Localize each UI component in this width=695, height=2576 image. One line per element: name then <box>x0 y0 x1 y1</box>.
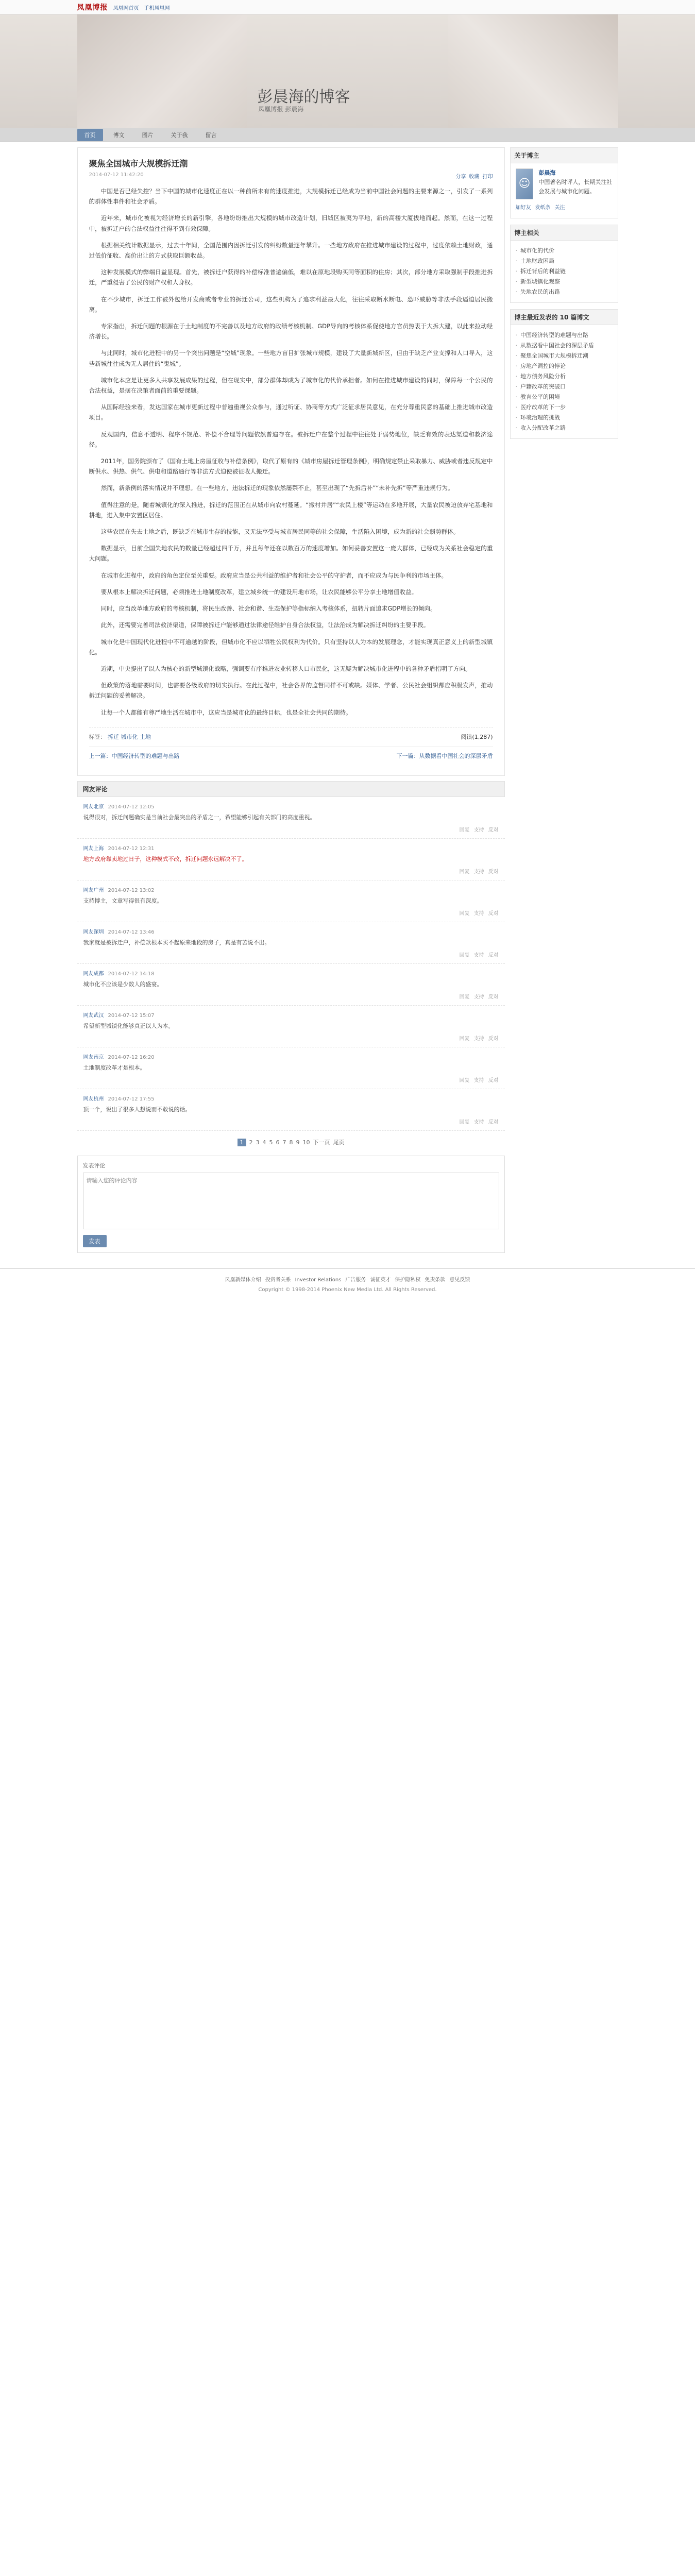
reply-button[interactable]: 回复 <box>459 952 470 958</box>
footer-link[interactable]: 投资者关系 <box>265 1277 291 1283</box>
recent-post-item[interactable]: · 教育公平的困境 <box>516 392 613 402</box>
footer-copyright: Copyright © 1998-2014 Phoenix New Media Ltd. All Rights Reserved. <box>258 1286 437 1293</box>
comment-actions <box>83 867 499 875</box>
pagination-item[interactable]: 2 <box>249 1139 253 1146</box>
article-paragraph: 中国是否已经失控？当下中国的城市化速度正在以一种前所未有的速度推进，大规模拆迁已经成为当前中国社会问题的主要来源之一，引发了一系列的群体性事件和社会矛盾。 <box>89 188 493 206</box>
comment-user[interactable]: 网友北京 <box>83 804 104 810</box>
comment-actions <box>83 951 499 958</box>
author-avatar[interactable]: ☺ <box>516 168 534 199</box>
header-decoration-right <box>448 14 618 128</box>
article-paragraph: 在城市化进程中，政府的角色定位至关重要。政府应当是公共利益的维护者和社会公平的守护者，而不应成为与民争利的市场主体。 <box>100 571 448 579</box>
support-button[interactable]: 支持 <box>473 1036 484 1042</box>
comment-header <box>83 802 499 810</box>
support-button[interactable]: 支持 <box>473 1119 484 1125</box>
article-paragraph: 近年来，城市化被视为经济增长的新引擎，各地纷纷推出大规模的城市改造计划，旧城区被夷为平地，新的高楼大厦拔地而起。然而，在这一过程中，被拆迁户的合法权益往往得不到有效保障。 <box>89 214 493 232</box>
comment-item <box>77 1089 505 1131</box>
article-paragraph: 与此同时，城市化进程中的另一个突出问题是“空城”现象。一些地方盲目扩张城市规模，建设了大量新城新区，但由于缺乏产业支撑和人口导入，这些新城往往成为无人居住的“鬼城”。 <box>89 349 493 367</box>
article-paragraph: 这种发展模式的弊端日益显现。首先，被拆迁户获得的补偿标准普遍偏低，难以在原地段购买同等面积的住房；其次，部分地方采取强制手段推进拆迁，严重侵害了公民的财产权和人身权。 <box>89 268 493 286</box>
footer-link[interactable]: Investor Relations <box>295 1277 342 1283</box>
article-paragraph: 数据显示，目前全国失地农民的数量已经超过四千万，并且每年还在以数百万的速度增加。如何妥善安置这一庞大群体，已经成为关系社会稳定的重大问题。 <box>89 545 493 563</box>
comment-text: 我家就是被拆迁户，补偿款根本买不起原来地段的房子，真是有苦说不出。 <box>83 939 270 946</box>
related-item[interactable]: · 新型城镇化观察 <box>516 277 613 287</box>
pagination-item[interactable]: 8 <box>289 1139 293 1146</box>
comment-header <box>83 1094 499 1102</box>
pagination-item[interactable]: 7 <box>282 1139 286 1146</box>
related-item[interactable]: · 拆迁背后的利益链 <box>516 266 613 277</box>
reply-button[interactable]: 回复 <box>459 869 470 875</box>
sidebar <box>510 147 618 1253</box>
comment-text: 顶一个，说出了很多人想说而不敢说的话。 <box>83 1106 191 1113</box>
related-item[interactable]: · 城市化的代价 <box>516 246 613 256</box>
comment-time: 2014-07-12 16:20 <box>108 1054 155 1060</box>
author-name[interactable]: 彭晨海 <box>538 170 556 176</box>
recent-post-item[interactable]: · 医疗改革的下一步 <box>516 402 613 413</box>
reply-button[interactable]: 回复 <box>459 910 470 917</box>
share-button[interactable]: 分享 <box>455 174 466 180</box>
nav-home[interactable]: 首页 <box>77 129 103 141</box>
next-post-link[interactable]: 下一篇：从数据看中国社会的深层矛盾 <box>396 752 493 759</box>
toplink-home[interactable]: 凤凰网首页 <box>113 5 139 11</box>
comment-header <box>83 1053 499 1060</box>
comment-time: 2014-07-12 14:18 <box>108 971 155 977</box>
print-button[interactable]: 打印 <box>482 174 493 180</box>
support-button[interactable]: 支持 <box>473 1077 484 1083</box>
comment-header <box>83 1011 499 1019</box>
toplink-mobile[interactable]: 手机凤凰网 <box>144 5 170 11</box>
pagination-item[interactable]: 下一页 <box>313 1139 330 1146</box>
comment-actions <box>83 1076 499 1083</box>
submit-comment-button[interactable]: 发表 <box>83 1235 107 1247</box>
top-links <box>113 4 170 11</box>
comment-time: 2014-07-12 12:31 <box>108 845 155 852</box>
article <box>77 147 505 776</box>
tags-label: 标签： <box>89 733 106 740</box>
comment-item <box>77 839 505 880</box>
article-paragraph: 在不少城市，拆迁工作被外包给开发商或者专业的拆迁公司，这些机构为了追求利益最大化，往往采取断水断电、恐吓威胁等非法手段逼迫居民搬离。 <box>89 295 493 313</box>
article-title: 聚焦全国城市大规模拆迁潮 <box>89 159 188 168</box>
oppose-button[interactable]: 反对 <box>488 910 499 917</box>
comment-user[interactable]: 网友上海 <box>83 845 104 852</box>
comment-time: 2014-07-12 13:46 <box>108 929 155 935</box>
recent-post-item[interactable]: · 收入分配改革之路 <box>516 423 613 433</box>
comment-item <box>77 797 505 839</box>
comment-header <box>83 844 499 852</box>
comments-title: 网友评论 <box>77 781 505 797</box>
comment-actions <box>83 992 499 1000</box>
reply-button[interactable]: 回复 <box>459 1119 470 1125</box>
comment-list <box>77 797 505 1131</box>
comment-time: 2014-07-12 15:07 <box>108 1012 155 1019</box>
header-decoration-left <box>77 14 247 128</box>
support-button[interactable]: 支持 <box>473 910 484 917</box>
oppose-button[interactable]: 反对 <box>488 1077 499 1083</box>
pagination-item[interactable]: 尾页 <box>333 1139 345 1146</box>
tag-link[interactable]: 拆迁 <box>108 733 119 740</box>
article-paragraph: 然而，新条例的落实情况并不理想。在一些地方，违法拆迁的现象依然屡禁不止，甚至出现了“先拆后补”“未补先拆”等严重违规行为。 <box>100 484 454 492</box>
tag-link[interactable]: 土地 <box>140 733 151 740</box>
comment-text: 城市化不应该是少数人的盛宴。 <box>83 980 163 988</box>
recent-posts-box <box>510 309 618 439</box>
share-bar <box>456 172 493 180</box>
comment-actions <box>83 1034 499 1042</box>
top-bar <box>0 0 695 14</box>
article-paragraph: 城市化是中国现代化进程中不可逾越的阶段，但城市化不应以牺牲公民权利为代价。只有坚持以人为本的发展理念，才能实现真正意义上的新型城镇化。 <box>89 638 493 656</box>
support-button[interactable]: 支持 <box>473 994 484 1000</box>
nav-posts[interactable]: 博文 <box>113 132 125 139</box>
oppose-button[interactable]: 反对 <box>488 952 499 958</box>
nav-guestbook[interactable]: 留言 <box>205 132 217 139</box>
article-paragraph: 同时，应当改革地方政府的考核机制，将民生改善、社会和谐、生态保护等指标纳入考核体系，扭转片面追求GDP增长的倾向。 <box>100 605 436 613</box>
comment-user[interactable]: 网友广州 <box>83 887 104 893</box>
comment-user[interactable]: 网友杭州 <box>83 1096 104 1102</box>
recent-post-item[interactable]: · 户籍改革的突破口 <box>516 382 613 392</box>
article-paragraph: 反观国内，信息不透明、程序不规范、补偿不合理等问题依然普遍存在。被拆迁户在整个过程中往往处于弱势地位，缺乏有效的表达渠道和救济途径。 <box>89 430 493 448</box>
recent-post-item[interactable]: · 地方债务风险分析 <box>516 371 613 382</box>
oppose-button[interactable]: 反对 <box>488 869 499 875</box>
comment-header <box>83 927 499 935</box>
support-button[interactable]: 支持 <box>473 827 484 833</box>
reply-button[interactable]: 回复 <box>459 1036 470 1042</box>
comment-item <box>77 922 505 964</box>
related-list <box>516 246 613 297</box>
reply-textarea[interactable] <box>83 1173 499 1229</box>
comment-user[interactable]: 网友武汉 <box>83 1012 104 1019</box>
related-box <box>510 225 618 303</box>
related-box-title: 博主相关 <box>511 225 618 241</box>
pagination-item[interactable]: 9 <box>296 1139 300 1146</box>
comment-item <box>77 1006 505 1047</box>
comment-time: 2014-07-12 17:55 <box>108 1096 155 1102</box>
nav-about[interactable]: 关于我 <box>171 132 188 139</box>
recent-posts-list <box>516 330 613 433</box>
comment-actions <box>83 909 499 917</box>
comment-text: 说得很对，拆迁问题确实是当前社会最突出的矛盾之一，希望能够引起有关部门的高度重视。 <box>83 814 316 821</box>
comment-actions <box>83 825 499 833</box>
support-button[interactable]: 支持 <box>473 952 484 958</box>
article-paragraph: 让每一个人都能有尊严地生活在城市中，这应当是城市化的最终目标，也是全社会共同的期待。 <box>100 708 352 716</box>
reply-button[interactable]: 回复 <box>459 827 470 833</box>
site-footer <box>0 1268 695 1304</box>
send-message-link[interactable]: 发纸条 <box>535 205 551 211</box>
reply-button[interactable]: 回复 <box>459 1077 470 1083</box>
view-count: 阅读(1,287) <box>461 733 493 740</box>
comment-text: 地方政府靠卖地过日子，这种模式不改，拆迁问题永远解决不了。 <box>83 855 248 862</box>
main-column <box>77 147 505 1253</box>
recent-post-item[interactable]: · 聚焦全国城市大规模拆迁潮 <box>516 351 613 361</box>
author-box <box>510 147 618 218</box>
oppose-button[interactable]: 反对 <box>488 1036 499 1042</box>
footer-link[interactable]: 意见反馈 <box>449 1277 470 1283</box>
related-item[interactable]: · 失地农民的出路 <box>516 287 613 297</box>
reply-label: 发表评论 <box>82 1162 106 1169</box>
comment-time: 2014-07-12 13:02 <box>108 887 155 893</box>
follow-link[interactable]: 关注 <box>554 205 565 211</box>
article-footer <box>89 727 493 741</box>
article-body <box>89 186 493 718</box>
pagination-item[interactable]: 5 <box>269 1139 273 1146</box>
comment-text: 希望新型城镇化能够真正以人为本。 <box>83 1022 174 1029</box>
recent-post-item[interactable]: · 从数据看中国社会的深层矛盾 <box>516 341 613 351</box>
tag-link[interactable]: 城市化 <box>121 733 138 740</box>
recent-post-item[interactable]: · 中国经济转型的难题与出路 <box>516 330 613 341</box>
footer-link[interactable]: 凤凰新媒体介绍 <box>225 1277 261 1283</box>
comment-item <box>77 880 505 922</box>
article-paragraph: 专家指出，拆迁问题的根源在于土地制度的不完善以及地方政府的政绩考核机制。GDP导向的考核体系促使地方官员热衷于大拆大建，以此来拉动经济增长。 <box>89 323 493 341</box>
oppose-button[interactable]: 反对 <box>488 994 499 1000</box>
comment-text: 支持博主，文章写得很有深度。 <box>83 897 163 904</box>
article-tags <box>89 733 151 741</box>
nav-photos[interactable]: 图片 <box>142 132 154 139</box>
favorite-button[interactable]: 收藏 <box>469 174 480 180</box>
footer-links <box>77 1275 618 1283</box>
support-button[interactable]: 支持 <box>473 869 484 875</box>
author-links <box>516 204 613 213</box>
comment-time: 2014-07-12 12:05 <box>108 804 155 810</box>
post-pager <box>89 746 493 765</box>
comment-user[interactable]: 网友成都 <box>83 971 104 977</box>
comment-pagination <box>77 1138 505 1146</box>
comment-user[interactable]: 网友深圳 <box>83 929 104 935</box>
article-paragraph: 2011年，国务院颁布了《国有土地上房屋征收与补偿条例》，取代了原有的《城市房屋拆迁管理条例》，明确规定禁止采取暴力、威胁或者违反规定中断供水、供热、供气、供电和道路通行等非法方式迫使被征收人搬迁。 <box>89 457 493 476</box>
pagination-item[interactable]: 6 <box>276 1139 280 1146</box>
article-paragraph: 城市化本应是让更多人共享发展成果的过程，但在现实中，部分群体却成为了城市化的代价承担者。如何在推进城市建设的同时，保障每一个公民的合法权益，是摆在决策者面前的重要课题。 <box>89 376 493 395</box>
oppose-button[interactable]: 反对 <box>488 1119 499 1125</box>
article-meta <box>89 172 493 180</box>
pagination-item[interactable]: 10 <box>302 1139 310 1146</box>
reply-box <box>77 1156 505 1253</box>
comment-user[interactable]: 网友南京 <box>83 1054 104 1060</box>
oppose-button[interactable]: 反对 <box>488 827 499 833</box>
blog-title[interactable]: 彭晨海的博客 <box>257 89 350 106</box>
article-paragraph: 近期，中央提出了以人为核心的新型城镇化战略，强调要有序推进农业转移人口市民化，这无疑为解决城市化进程中的各种矛盾指明了方向。 <box>100 665 471 672</box>
comment-header <box>83 886 499 893</box>
article-paragraph: 但政策的落地需要时间，也需要各级政府的切实执行。在此过程中，社会各界的监督同样不可或缺。媒体、学者、公民社会组织都应积极发声，推动拆迁问题的妥善解决。 <box>89 682 493 700</box>
recent-post-item[interactable]: · 环境治理的挑战 <box>516 413 613 423</box>
footer-link[interactable]: 诚征英才 <box>370 1277 391 1283</box>
article-paragraph: 根据相关统计数据显示，过去十年间，全国范围内因拆迁引发的纠纷数量逐年攀升。一些地方政府在推进城市建设的过程中，过度依赖土地财政，通过低价征收、高价出让的方式获取巨额收益。 <box>89 241 493 260</box>
article-paragraph: 这些农民在失去土地之后，既缺乏在城市生存的技能，又无法享受与城市居民同等的社会保障，生活陷入困境，成为新的社会弱势群体。 <box>100 528 460 536</box>
article-paragraph: 此外，还需要完善司法救济渠道，保障被拆迁户能够通过法律途径维护自身合法权益，让法治成为解决拆迁纠纷的主要手段。 <box>100 621 430 629</box>
blog-nav <box>0 128 695 142</box>
article-date: 2014-07-12 11:42:20 <box>89 172 144 178</box>
author-description: 中国著名时评人，长期关注社会发展与城市化问题。 <box>538 179 613 195</box>
comment-text: 土地制度改革才是根本。 <box>83 1064 146 1071</box>
pagination-item[interactable]: 3 <box>256 1139 260 1146</box>
pagination-item[interactable]: 4 <box>262 1139 266 1146</box>
comment-item <box>77 964 505 1006</box>
reply-button[interactable]: 回复 <box>459 994 470 1000</box>
footer-link[interactable]: 保护隐私权 <box>395 1277 421 1283</box>
pagination-item[interactable]: 1 <box>238 1139 246 1146</box>
prev-post-link[interactable]: 上一篇：中国经济转型的难题与出路 <box>89 752 180 759</box>
article-paragraph: 值得注意的是，随着城镇化的深入推进，拆迁的范围正在从城市向农村蔓延。“撤村并居”“农民上楼”等运动在多地开展，大量农民被迫放弃宅基地和耕地，进入集中安置区居住。 <box>89 501 493 519</box>
blog-subtitle: 凤凰博报 彭晨海 <box>258 106 304 113</box>
comment-item <box>77 1047 505 1089</box>
article-paragraph: 从国际经验来看，发达国家在城市更新过程中普遍重视公众参与，通过听证、协商等方式广泛征求居民意见，在充分尊重民意的基础上推进城市改造项目。 <box>89 403 493 421</box>
comment-actions <box>83 1117 499 1125</box>
recent-posts-title: 博主最近发表的 10 篇博文 <box>511 310 618 325</box>
related-item[interactable]: · 土地财政困局 <box>516 256 613 266</box>
comment-header <box>83 969 499 977</box>
blog-header <box>0 14 695 128</box>
footer-link[interactable]: 免责条款 <box>425 1277 446 1283</box>
recent-post-item[interactable]: · 房地产调控的悖论 <box>516 361 613 371</box>
author-box-title: 关于博主 <box>511 148 618 163</box>
site-logo[interactable]: 凤凰博报 <box>77 4 108 12</box>
add-friend-link[interactable]: 加好友 <box>515 205 531 211</box>
article-paragraph: 要从根本上解决拆迁问题，必须推进土地制度改革，建立城乡统一的建设用地市场，让农民能够公平分享土地增值收益。 <box>100 588 418 596</box>
footer-link[interactable]: 广告服务 <box>345 1277 366 1283</box>
